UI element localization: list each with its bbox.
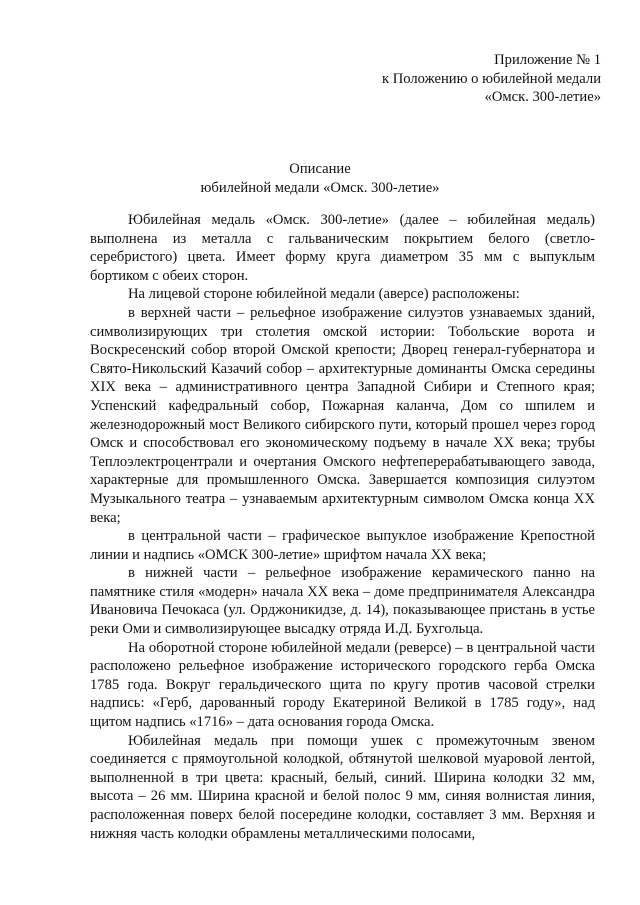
- paragraph-obverse-bottom: в нижней части – рельефное изображение керамического панно на памятнике стиля «модерн» начала XX века – доме предпринимателя Александра Ивановича Печокаса (ул. Орджоникидзе, д. 14), показывающее пристань в устье реки Оми и символизирующее высадку отряда И.Д. Бухгольца.: [90, 565, 595, 638]
- document-subtitle: юбилейной медали «Омск. 300-летие»: [200, 179, 440, 196]
- paragraph-general: Юбилейная медаль «Омск. 300-летие» (далее – юбилейная медаль) выполнена из металла с гальваническим покрытием белого (светло-серебристого) цвета. Имеет форму круга диаметром 35 мм с выпуклым бортиком с обеих сторон.: [90, 212, 595, 284]
- appendix-medal-name: «Омск. 300-летие»: [484, 89, 601, 105]
- document-heading: [0, 160, 640, 197]
- appendix-header: [382, 51, 601, 107]
- document-title: Описание: [289, 161, 351, 177]
- appendix-reference: к Положению о юбилейной медали: [382, 70, 601, 87]
- paragraph-ribbon-bar: Юбилейная медаль при помощи ушек с промежуточным звеном соединяется с прямоугольной колодкой, обтянутой шелковой муаровой лентой, выполненной в три цвета: красный, белый, синий. Ширина колодки 32 мм, высота – 26 мм. Ширина красной и белой полос 9 мм, синяя волнистая линия, расположенная поверх белой посередине колодки, составляет 3 мм. Верхняя и нижняя часть колодки обрамлены металлическими полосами,: [90, 732, 595, 842]
- appendix-number: Приложение № 1: [494, 52, 601, 68]
- paragraph-obverse-intro: На лицевой стороне юбилейной медали (аверсе) расположены:: [128, 286, 520, 303]
- paragraph-obverse-top: в верхней части – рельефное изображение силуэтов узнаваемых зданий, символизирующих три столетия омской истории: Тобольские ворота и Воскресенский собор второй Омской крепости; Дворец генерал-губернатора и Свято-Никольский Казачий собор – архитектурные доминанты Омска середины XIX века – административного центра Западной Сибири и Степного края; Успенский кафедральный собор, Пожарная каланча, Дом со шпилем и железнодорожный мост Великого сибирского пути, который прошел через город Омск и способствовал его экономическому подъему в начале XX века; трубы Теплоэлектроцентрали и очертания Омского нефтеперерабатывающего завода, характерные для промышленного Омска. Завершается композиция силуэтом Музыкального театра – узнаваемым архитектурным символом Омска конца XX века;: [90, 304, 595, 526]
- paragraph-obverse-center: в центральной части – графическое выпуклое изображение Крепостной линии и надпись «ОМСК 300-летие» шрифтом начала XX века;: [90, 528, 595, 563]
- paragraph-reverse: На оборотной стороне юбилейной медали (реверсе) – в центральной части расположено рельефное изображение исторического городского герба Омска 1785 года. Вокруг геральдического щита по кругу против часовой стрелки надпись: «Герб, дарованный городу Екатериной Великой в 1785 году», над щитом надпись «1716» – дата основания города Омска.: [90, 639, 595, 731]
- document-body: [90, 211, 595, 843]
